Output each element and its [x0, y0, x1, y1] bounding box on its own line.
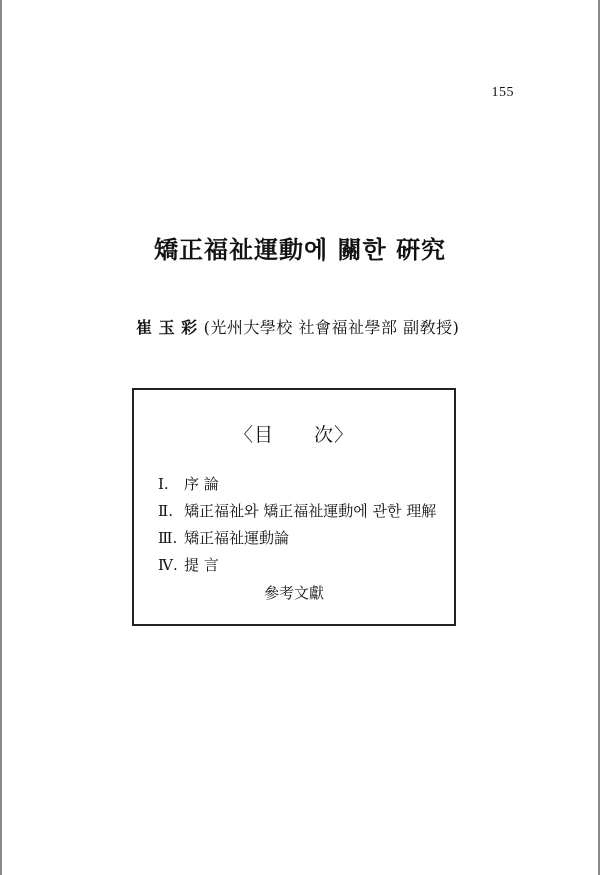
toc-item-number: Ⅰ. [158, 475, 169, 493]
toc-item-label: 提 言 [184, 556, 219, 574]
page-left-edge [0, 0, 2, 875]
toc-item [158, 500, 436, 527]
toc-item [158, 527, 436, 554]
toc-item-label: 矯正福祉運動論 [184, 529, 290, 547]
toc-heading: 〈目 次〉 [233, 424, 354, 446]
toc-item-label: 矯正福祉와 矯正福祉運動에 관한 理解 [184, 502, 437, 520]
toc-item [158, 554, 436, 581]
toc-references: 參考文獻 [263, 584, 324, 602]
toc-item [158, 473, 436, 500]
paper-title: 矯正福祉運動에 關한 硏究 [153, 235, 447, 264]
toc-item-number: Ⅲ. [158, 529, 178, 547]
author-affiliation: (光州大學校 社會福祉學部 副敎授) [203, 318, 460, 337]
toc-item-label: 序 論 [184, 475, 219, 493]
author-line [136, 315, 459, 338]
page-number: 155 [491, 85, 514, 100]
toc-list [158, 473, 436, 581]
author-name: 崔 玉 彩 [136, 318, 198, 337]
toc-item-number: Ⅳ. [158, 556, 178, 574]
toc-item-number: Ⅱ. [158, 502, 173, 520]
table-of-contents [132, 388, 456, 626]
